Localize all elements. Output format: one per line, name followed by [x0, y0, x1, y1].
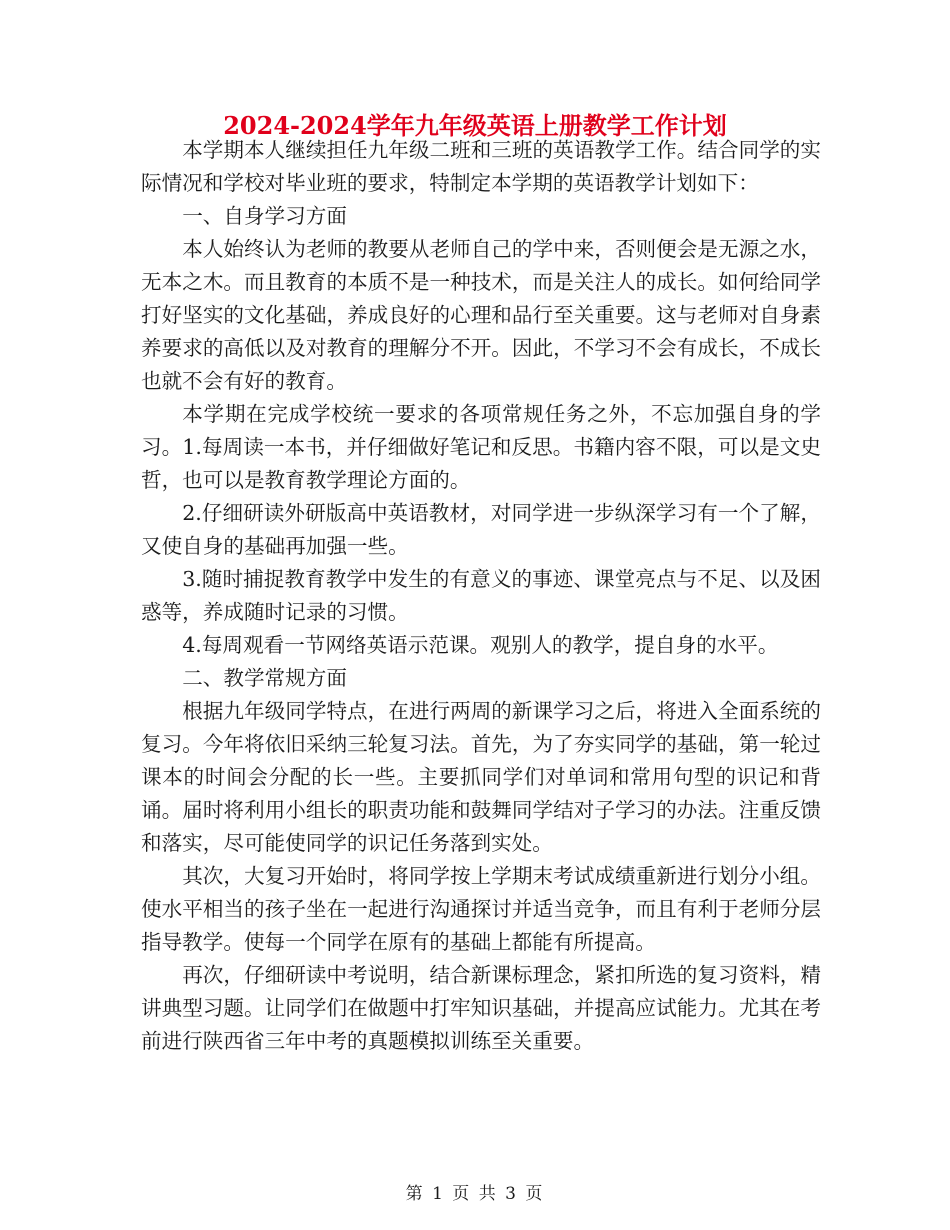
- document-body: [141, 134, 821, 1058]
- body-paragraph: 2.仔细研读外研版高中英语教材，对同学进一步纵深学习有一个了解，又使自身的基础再加强一些。: [141, 501, 821, 558]
- section-heading-teaching-routine: 二、教学常规方面: [182, 666, 347, 690]
- section-heading-self-study: 一、自身学习方面: [182, 204, 347, 228]
- body-paragraph: 4.每周观看一节网络英语示范课。观别人的教学，提自身的水平。: [182, 633, 779, 657]
- intro-paragraph: 本学期本人继续担任九年级二班和三班的英语教学工作。结合同学的实际情况和学校对毕业班的要求，特制定本学期的英语教学计划如下：: [141, 138, 821, 195]
- body-paragraph: 其次，大复习开始时，将同学按上学期末考试成绩重新进行划分小组。使水平相当的孩子坐在一起进行沟通探讨并适当竞争，而且有利于老师分层指导教学。使每一个同学在原有的基础上都能有所提高。: [141, 864, 821, 954]
- body-paragraph: 3.随时捕捉教育教学中发生的有意义的事迹、课堂亮点与不足、以及困惑等，养成随时记录的习惯。: [141, 567, 821, 624]
- body-paragraph: 根据九年级同学特点，在进行两周的新课学习之后，将进入全面系统的复习。今年将依旧采纳三轮复习法。首先，为了夯实同学的基础，第一轮过课本的时间会分配的长一些。主要抓同学们对单词和常用句型的识记和背诵。届时将利用小组长的职责功能和鼓舞同学结对子学习的办法。注重反馈和落实，尽可能使同学的识记任务落到实处。: [141, 699, 821, 855]
- body-paragraph: 再次，仔细研读中考说明，结合新课标理念，紧扣所选的复习资料，精讲典型习题。让同学们在做题中打牢知识基础，并提高应试能力。尤其在考前进行陕西省三年中考的真题模拟训练至关重要。: [141, 963, 821, 1053]
- page-footer: 第 1 页 共 3 页: [405, 1184, 545, 1204]
- body-paragraph: 本学期在完成学校统一要求的各项常规任务之外，不忘加强自身的学习。1.每周读一本书，并仔细做好笔记和反思。书籍内容不限，可以是文史哲，也可以是教育教学理论方面的。: [141, 402, 821, 492]
- body-paragraph: 本人始终认为老师的教要从老师自己的学中来，否则便会是无源之水，无本之木。而且教育的本质不是一种技术，而是关注人的成长。如何给同学打好坚实的文化基础，养成良好的心理和品行至关重要。这与老师对自身素养要求的高低以及对教育的理解分不开。因此，不学习不会有成长，不成长也就不会有好的教育。: [141, 237, 821, 393]
- document-title: 2024-2024学年九年级英语上册教学工作计划: [223, 111, 727, 140]
